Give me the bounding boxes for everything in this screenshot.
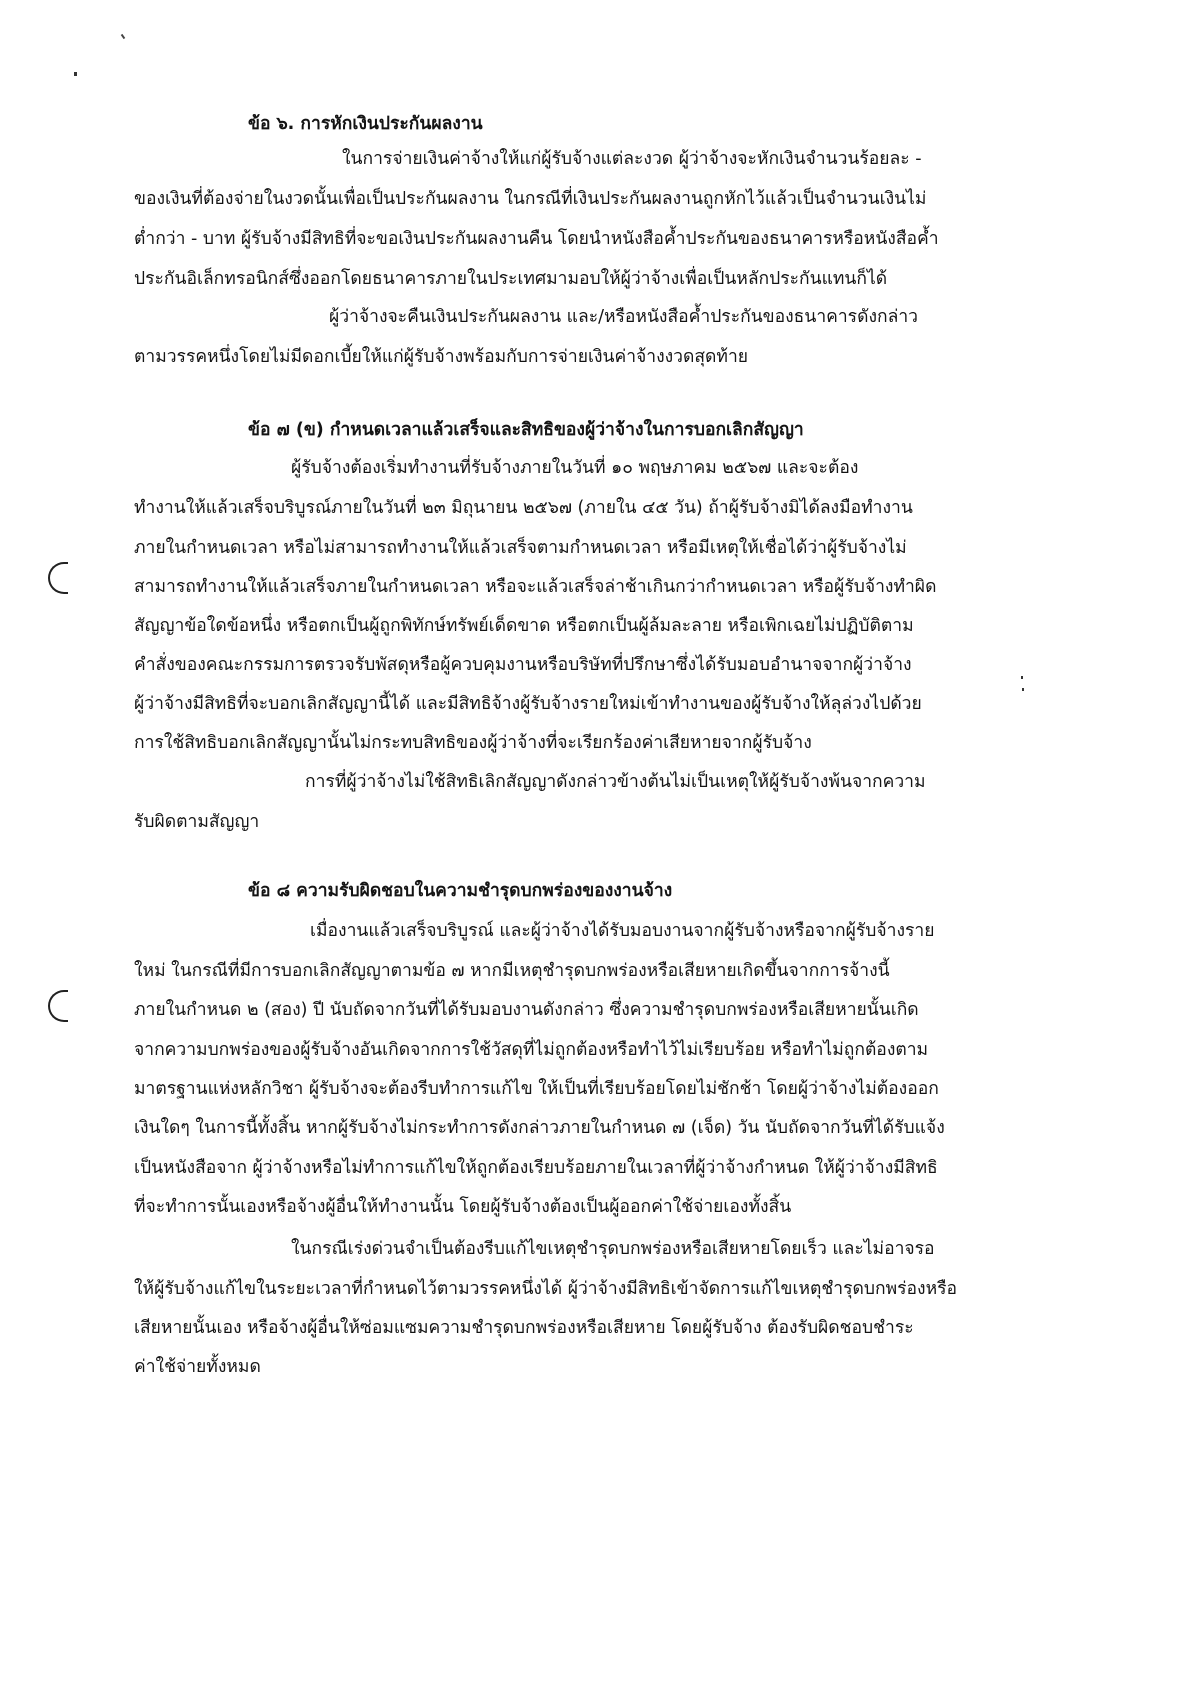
paragraph-line: ภายในกำหนด ๒ (สอง) ปี นับถัดจากวันที่ได้รับมอบงานดังกล่าว ซึ่งความชำรุดบกพร่องหรือเสียหายนั้นเกิด	[134, 1000, 919, 1020]
paragraph-line: ที่จะทำการนั้นเองหรือจ้างผู้อื่นให้ทำงานนั้น โดยผู้รับจ้างต้องเป็นผู้ออกค่าใช้จ่ายเองทั้งสิ้น	[134, 1197, 792, 1217]
paragraph-line: เป็นหนังสือจาก ผู้ว่าจ้างหรือไม่ทำการแก้ไขให้ถูกต้องเรียบร้อยภายในเวลาที่ผู้ว่าจ้างกำหนด ให้ผู้ว่าจ้างมีสิทธิ	[134, 1158, 938, 1178]
paragraph-line: ประกันอิเล็กทรอนิกส์ซึ่งออกโดยธนาคารภายในประเทศมามอบให้ผู้ว่าจ้างเพื่อเป็นหลักประกันแทนก็ได้	[134, 269, 888, 289]
paragraph-line: ผู้ว่าจ้างมีสิทธิที่จะบอกเลิกสัญญานี้ได้ และมีสิทธิจ้างผู้รับจ้างรายใหม่เข้าทำงานของผู้รับจ้างให้ลุล่วงไปด้วย	[134, 694, 922, 714]
paragraph-line: การที่ผู้ว่าจ้างไม่ใช้สิทธิเลิกสัญญาดังกล่าวข้างต้นไม่เป็นเหตุให้ผู้รับจ้างพ้นจากความ	[305, 772, 926, 792]
section-7-heading: ข้อ ๗ (ข) กำหนดเวลาแล้วเสร็จและสิทธิของผู้ว่าจ้างในการบอกเลิกสัญญา	[248, 420, 804, 440]
section-8-heading: ข้อ ๘ ความรับผิดชอบในความชำรุดบกพร่องของงานจ้าง	[248, 881, 673, 901]
punch-hole-mark	[48, 562, 68, 594]
paragraph-line: ใหม่ ในกรณีที่มีการบอกเลิกสัญญาตามข้อ ๗ หากมีเหตุชำรุดบกพร่องหรือเสียหายเกิดขึ้นจากการจ้างนี้	[134, 961, 890, 981]
paragraph-line: ให้ผู้รับจ้างแก้ไขในระยะเวลาที่กำหนดไว้ตามวรรคหนึ่งได้ ผู้ว่าจ้างมีสิทธิเข้าจัดการแก้ไขเหตุชำรุดบกพร่องหรือ	[134, 1279, 958, 1299]
paragraph-line: ตามวรรคหนึ่งโดยไม่มีดอกเบี้ยให้แก่ผู้รับจ้างพร้อมกับการจ่ายเงินค่าจ้างงวดสุดท้าย	[134, 347, 749, 367]
paragraph-line: เมื่องานแล้วเสร็จบริบูรณ์ และผู้ว่าจ้างได้รับมอบงานจากผู้รับจ้างหรือจากผู้รับจ้างราย	[310, 921, 935, 941]
paragraph-line: การใช้สิทธิบอกเลิกสัญญานั้นไม่กระทบสิทธิของผู้ว่าจ้างที่จะเรียกร้องค่าเสียหายจากผู้รับจ้าง	[134, 733, 812, 753]
paragraph-line: ผู้รับจ้างต้องเริ่มทำงานที่รับจ้างภายในวันที่ ๑๐ พฤษภาคม ๒๕๖๗ และจะต้อง	[291, 458, 859, 478]
scan-speck	[1021, 676, 1023, 679]
paragraph-line: ในการจ่ายเงินค่าจ้างให้แก่ผู้รับจ้างแต่ละงวด ผู้ว่าจ้างจะหักเงินจำนวนร้อยละ -	[342, 149, 922, 169]
paragraph-line: เสียหายนั้นเอง หรือจ้างผู้อื่นให้ซ่อมแซมความชำรุดบกพร่องหรือเสียหาย โดยผู้รับจ้าง ต้องรับผิดชอบชำระ	[134, 1318, 914, 1338]
scan-speck	[74, 72, 77, 76]
paragraph-line: มาตรฐานแห่งหลักวิชา ผู้รับจ้างจะต้องรีบทำการแก้ไข ให้เป็นที่เรียบร้อยโดยไม่ชักช้า โดยผู้ว่าจ้างไม่ต้องออก	[134, 1079, 939, 1099]
paragraph-line: รับผิดตามสัญญา	[134, 812, 260, 832]
paragraph-line: ต่ำกว่า - บาท ผู้รับจ้างมีสิทธิที่จะขอเงินประกันผลงานคืน โดยนำหนังสือค้ำประกันของธนาคารหรือหนังสือค้ำ	[134, 229, 939, 249]
paragraph-line: ผู้ว่าจ้างจะคืนเงินประกันผลงาน และ/หรือหนังสือค้ำประกันของธนาคารดังกล่าว	[329, 307, 918, 327]
paragraph-line: ภายในกำหนดเวลา หรือไม่สามารถทำงานให้แล้วเสร็จตามกำหนดเวลา หรือมีเหตุให้เชื่อได้ว่าผู้รับจ้างไม่	[134, 538, 907, 558]
paragraph-line: ในกรณีเร่งด่วนจำเป็นต้องรีบแก้ไขเหตุชำรุดบกพร่องหรือเสียหายโดยเร็ว และไม่อาจรอ	[291, 1239, 935, 1259]
paragraph-line: เงินใดๆ ในการนี้ทั้งสิ้น หากผู้รับจ้างไม่กระทำการดังกล่าวภายในกำหนด ๗ (เจ็ด) วัน นับถัดจากวันที่ได้รับแจ้ง	[134, 1118, 945, 1138]
paragraph-line: ทำงานให้แล้วเสร็จบริบูรณ์ภายในวันที่ ๒๓ มิถุนายน ๒๕๖๗ (ภายใน ๔๕ วัน) ถ้าผู้รับจ้างมิได้ลงมือทำงาน	[134, 498, 913, 518]
paragraph-line: จากความบกพร่องของผู้รับจ้างอันเกิดจากการใช้วัสดุที่ไม่ถูกต้องหรือทำไว้ไม่เรียบร้อย หรือทำไม่ถูกต้องตาม	[134, 1040, 929, 1060]
paragraph-line: สามารถทำงานให้แล้วเสร็จภายในกำหนดเวลา หรือจะแล้วเสร็จล่าช้าเกินกว่ากำหนดเวลา หรือผู้รับจ้างทำผิด	[134, 577, 937, 597]
paragraph-line: คำสั่งของคณะกรรมการตรวจรับพัสดุหรือผู้ควบคุมงานหรือบริษัทที่ปรึกษาซึ่งได้รับมอบอำนาจจากผู้ว่าจ้าง	[134, 655, 912, 675]
paragraph-line: สัญญาข้อใดข้อหนึ่ง หรือตกเป็นผู้ถูกพิทักษ์ทรัพย์เด็ดขาด หรือตกเป็นผู้ล้มละลาย หรือเพิกเฉยไม่ปฏิบัติตาม	[134, 616, 914, 636]
section-6-heading: ข้อ ๖. การหักเงินประกันผลงาน	[248, 114, 483, 134]
scan-speck	[1022, 688, 1024, 691]
scan-speck	[121, 34, 126, 39]
punch-hole-mark	[48, 990, 68, 1022]
paragraph-line: ค่าใช้จ่ายทั้งหมด	[134, 1357, 261, 1377]
paragraph-line: ของเงินที่ต้องจ่ายในงวดนั้นเพื่อเป็นประกันผลงาน ในกรณีที่เงินประกันผลงานถูกหักไว้แล้วเป็นจำนวนเงินไม่	[134, 189, 927, 209]
